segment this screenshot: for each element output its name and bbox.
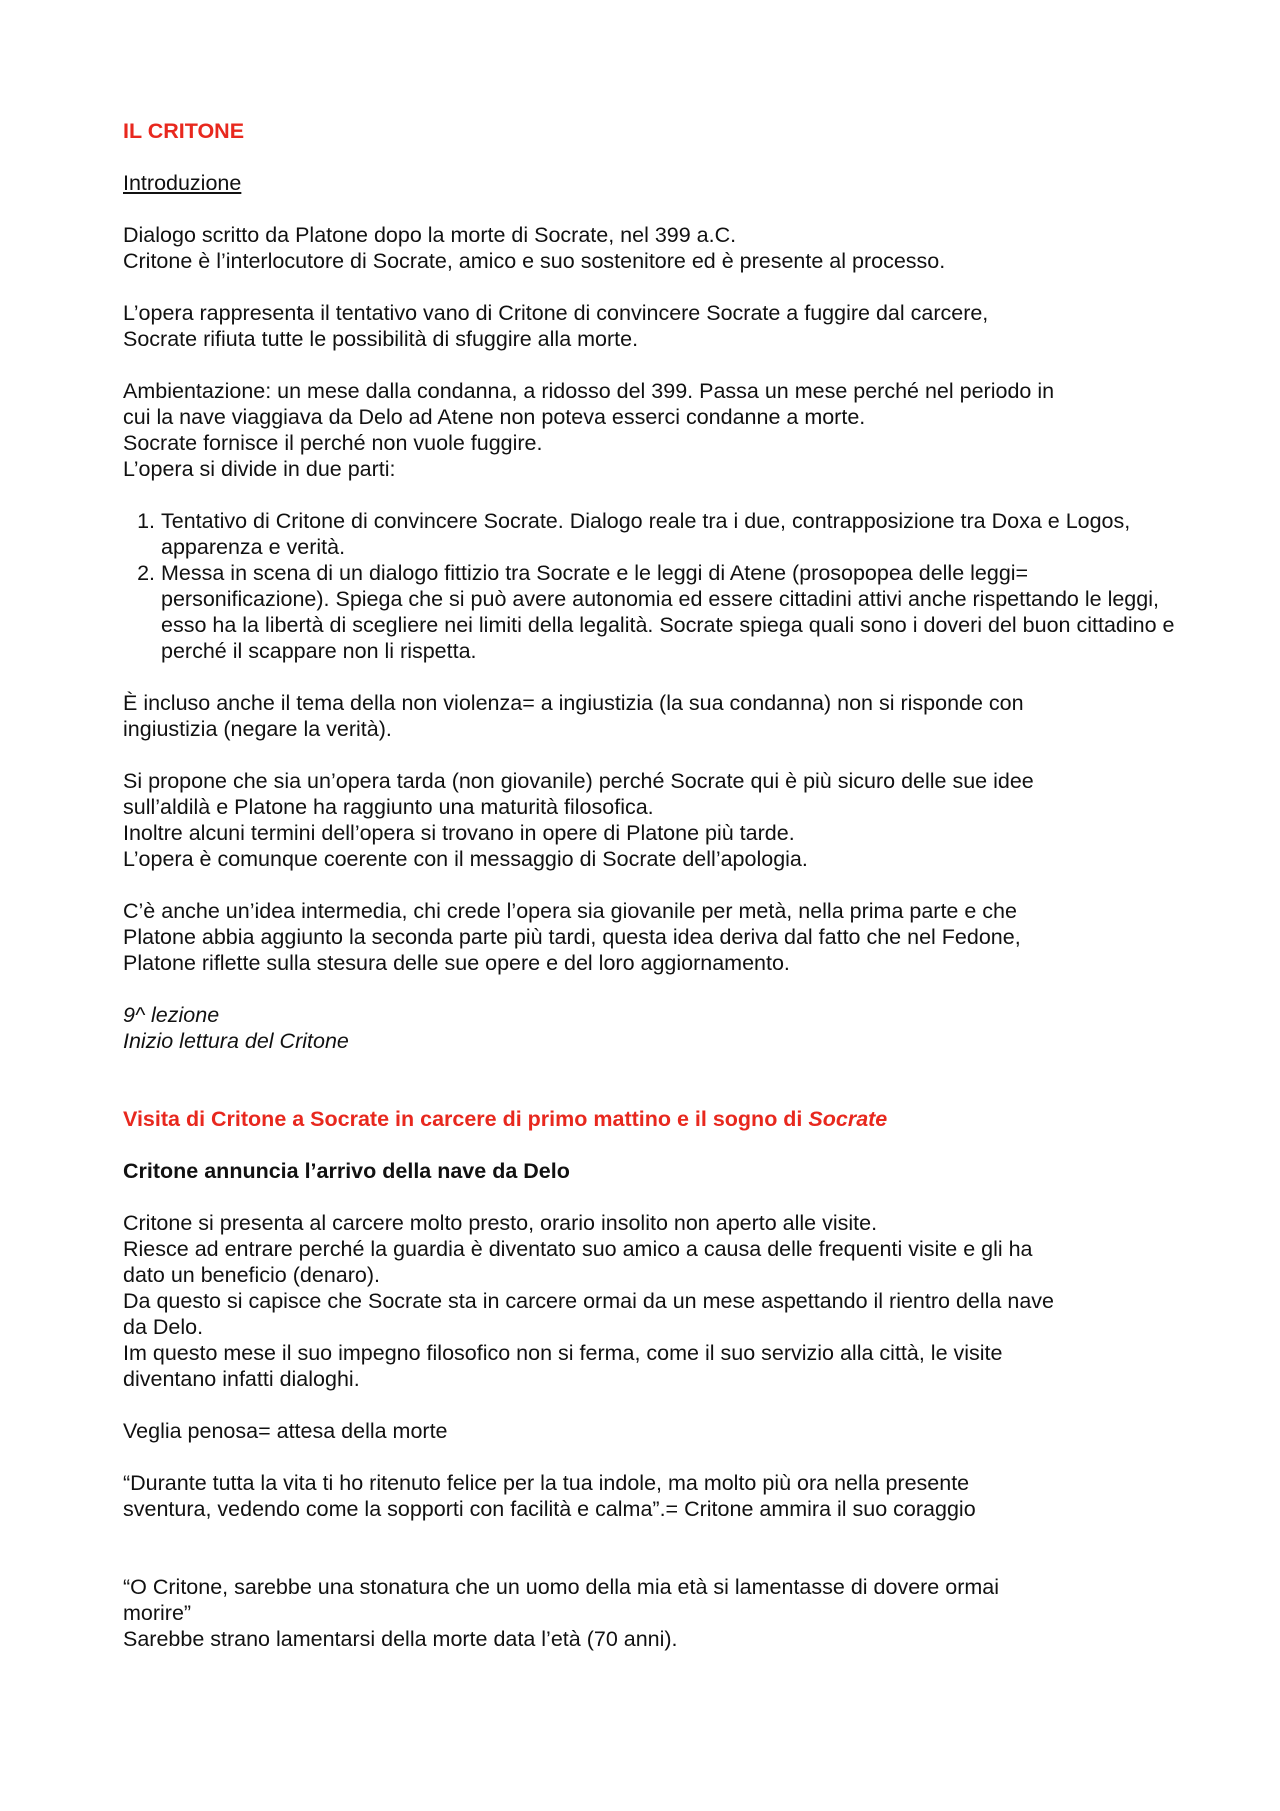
text-line: cui la nave viaggiava da Delo ad Atene non poteva esserci condanne a morte. — [123, 405, 866, 429]
text-line: Critone si presenta al carcere molto presto, orario insolito non aperto alle visite. — [123, 1211, 878, 1235]
document-title: IL CRITONE — [123, 119, 245, 143]
late-work-paragraph — [123, 768, 1183, 872]
text-line: Si propone che sia un’opera tarda (non giovanile) perché Socrate qui è più sicuro delle sue idee — [123, 769, 1034, 793]
text-line: ingiustizia (negare la verità). — [123, 717, 392, 741]
quote-paragraph-1 — [123, 1470, 1183, 1522]
section-heading — [123, 1106, 1183, 1132]
sub-heading: Critone annuncia l’arrivo della nave da Delo — [123, 1159, 570, 1183]
text-line: L’opera rappresenta il tentativo vano di Critone di convincere Socrate a fuggire dal carcere, — [123, 301, 989, 325]
visit-paragraph — [123, 1210, 1183, 1392]
text-line: Riesce ad entrare perché la guardia è diventato suo amico a causa delle frequenti visite e gli ha — [123, 1237, 1033, 1261]
document-page — [123, 118, 1183, 1652]
text-line: Critone è l’interlocutore di Socrate, amico e suo sostenitore ed è presente al processo. — [123, 249, 946, 273]
lesson-note — [123, 1002, 1183, 1054]
text-line: Socrate rifiuta tutte le possibilità di sfuggire alla morte. — [123, 327, 639, 351]
text-line: Ambientazione: un mese dalla condanna, a ridosso del 399. Passa un mese perché nel periodo in — [123, 379, 1055, 403]
intermediate-idea-paragraph — [123, 898, 1183, 976]
text-line: dato un beneficio (denaro). — [123, 1263, 380, 1287]
intro-heading: Introduzione — [123, 171, 242, 195]
quote-paragraph-2 — [123, 1574, 1183, 1652]
text-line: sull’aldilà e Platone ha raggiunto una maturità filosofica. — [123, 795, 654, 819]
text-line: È incluso anche il tema della non violenza= a ingiustizia (la sua condanna) non si risponde con — [123, 691, 1024, 715]
text-line: sventura, vedendo come la sopporti con facilità e calma”.= Critone ammira il suo coraggio — [123, 1497, 976, 1521]
parts-list — [123, 508, 1183, 664]
vigil-line: Veglia penosa= attesa della morte — [123, 1419, 448, 1443]
text-line: Dialogo scritto da Platone dopo la morte di Socrate, nel 399 a.C. — [123, 223, 737, 247]
list-item: 2. Messa in scena di un dialogo fittizio tra Socrate e le leggi di Atene (prosopopea delle leggi= personificazione). Spiega che si può avere autonomia ed essere cittadini attivi anche rispettando le leggi, esso ha la libertà di scegliere nei limiti della legalità. Socrate spiega quali sono i doveri del buon cittadino e perché il scappare non li rispetta. — [161, 560, 1183, 664]
text-line: L’opera è comunque coerente con il messaggio di Socrate dell’apologia. — [123, 847, 808, 871]
text-line: morire” — [123, 1601, 192, 1625]
section-heading-text: Visita di Critone a Socrate in carcere di primo mattino e il sogno di — [123, 1107, 809, 1131]
intro-paragraph-2 — [123, 300, 1183, 352]
text-line: da Delo. — [123, 1315, 204, 1339]
text-line: diventano infatti dialoghi. — [123, 1367, 360, 1391]
text-line: C’è anche un’idea intermedia, chi crede l’opera sia giovanile per metà, nella prima parte e che — [123, 899, 1017, 923]
nonviolence-paragraph — [123, 690, 1183, 742]
text-line: Platone riflette sulla stesura delle sue opere e del loro aggiornamento. — [123, 951, 790, 975]
text-line: “Durante tutta la vita ti ho ritenuto felice per la tua indole, ma molto più ora nella presente — [123, 1471, 970, 1495]
intro-paragraph-3 — [123, 378, 1183, 482]
text-line: Da questo si capisce che Socrate sta in carcere ormai da un mese aspettando il rientro della nave — [123, 1289, 1054, 1313]
text-line: Platone abbia aggiunto la seconda parte più tardi, questa idea deriva dal fatto che nel Fedone, — [123, 925, 1021, 949]
lesson-number: 9^ lezione — [123, 1003, 220, 1027]
lesson-description: Inizio lettura del Critone — [123, 1029, 349, 1053]
section-heading-italic: Socrate — [808, 1107, 888, 1131]
text-line: “O Critone, sarebbe una stonatura che un uomo della mia età si lamentasse di dovere ormai — [123, 1575, 999, 1599]
intro-paragraph-1 — [123, 222, 1183, 274]
text-line: L’opera si divide in due parti: — [123, 457, 396, 481]
text-line: Socrate fornisce il perché non vuole fuggire. — [123, 431, 543, 455]
text-line: Inoltre alcuni termini dell’opera si trovano in opere di Platone più tarde. — [123, 821, 795, 845]
text-line: Im questo mese il suo impegno filosofico non si ferma, come il suo servizio alla città, le visite — [123, 1341, 1003, 1365]
text-line: Sarebbe strano lamentarsi della morte data l’età (70 anni). — [123, 1627, 678, 1651]
list-item: 1. Tentativo di Critone di convincere Socrate. Dialogo reale tra i due, contrapposizione tra Doxa e Logos, apparenza e verità. — [161, 508, 1183, 560]
